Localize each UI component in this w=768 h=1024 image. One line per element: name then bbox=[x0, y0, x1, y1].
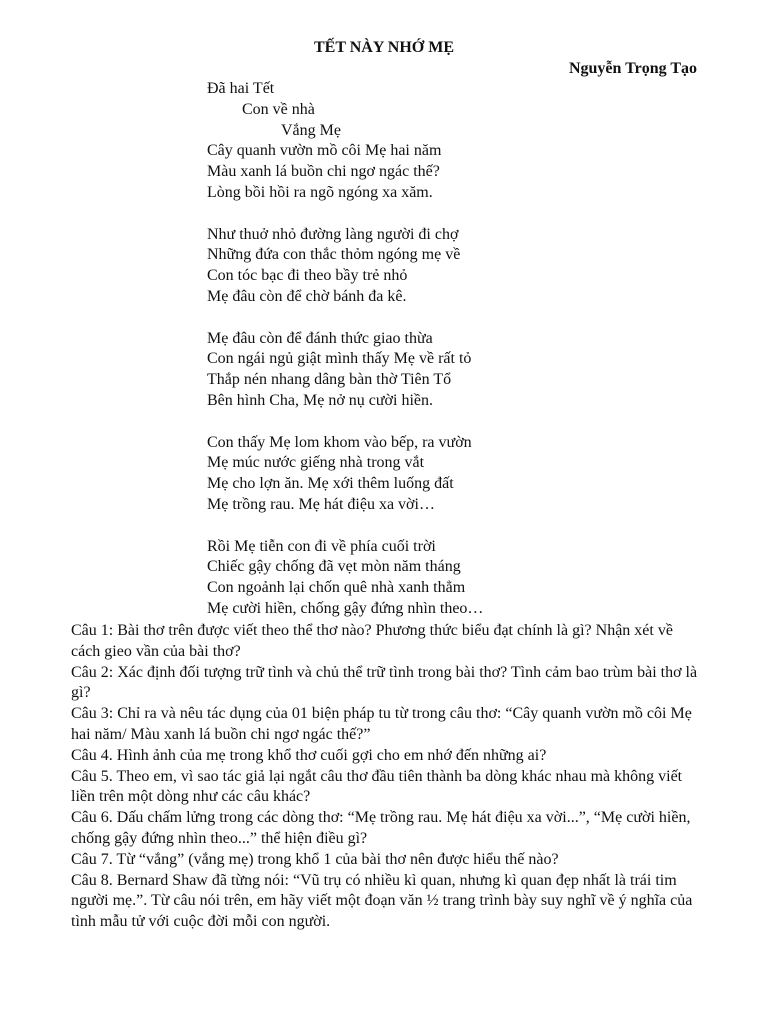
poem-line: Thắp nén nhang dâng bàn thờ Tiên Tổ bbox=[207, 371, 452, 389]
question-item: Câu 7. Từ “vắng” (vắng mẹ) trong khổ 1 của bài thơ nên được hiểu thế nào? bbox=[71, 850, 559, 868]
poem-line: Bên hình Cha, Mẹ nở nụ cười hiền. bbox=[207, 391, 434, 409]
question-item: Câu 5. Theo em, vì sao tác giả lại ngắt câu thơ đầu tiên thành ba dòng khác nhau mà không viết liền trên một dòng như các câu khác? bbox=[71, 767, 683, 806]
stanza-2 bbox=[207, 225, 727, 308]
poem-line: Mẹ trồng rau. Mẹ hát điệu xa vời… bbox=[207, 495, 435, 513]
question-item: Câu 3: Chỉ ra và nêu tác dụng của 01 biện pháp tu từ trong câu thơ: “Cây quanh vườn mồ côi Mẹ hai năm/ Màu xanh lá buồn chi ngơ ngác thế?” bbox=[71, 705, 692, 743]
poem-line: Con ngái ngủ giật mình thấy Mẹ về rất tỏ bbox=[207, 350, 472, 368]
question-item: Câu 6. Dấu chấm lửng trong các dòng thơ: “Mẹ trồng rau. Mẹ hát điệu xa vời...”, “Mẹ cười hiền, chống gậy đứng nhìn theo...” thể hiện điều gì? bbox=[71, 809, 691, 847]
poem-line: Rồi Mẹ tiễn con đi về phía cuối trời bbox=[207, 537, 436, 555]
poem-line: Cây quanh vườn mồ côi Mẹ hai năm bbox=[207, 142, 442, 160]
poem-line: Con thấy Mẹ lom khom vào bếp, ra vườn bbox=[207, 433, 472, 451]
stanza-5 bbox=[207, 537, 727, 620]
poem-line: Con về nhà bbox=[242, 100, 315, 118]
poem-line: Mẹ cười hiền, chống gậy đứng nhìn theo… bbox=[207, 599, 484, 617]
poem-line: Đã hai Tết bbox=[207, 80, 275, 97]
question-item: Câu 2: Xác định đối tượng trữ tình và chủ thể trữ tình trong bài thơ? Tình cảm bao trùm bài thơ là gì? bbox=[71, 663, 698, 702]
poem-line: Mẹ múc nước giếng nhà trong vắt bbox=[207, 454, 425, 472]
poem-line: Như thuở nhỏ đường làng người đi chợ bbox=[207, 225, 459, 243]
poem-line: Mẹ cho lợn ăn. Mẹ xới thêm luống đất bbox=[207, 475, 454, 493]
question-item: Câu 1: Bài thơ trên được viết theo thể thơ nào? Phương thức biểu đạt chính là gì? Nhận xét về cách gieo vần của bài thơ? bbox=[71, 622, 673, 660]
poem-line: Lòng bồi hồi ra ngõ ngóng xa xăm. bbox=[207, 183, 433, 201]
question-item: Câu 4. Hình ảnh của mẹ trong khổ thơ cuối gợi cho em nhớ đến những ai? bbox=[71, 746, 547, 764]
poem-line: Màu xanh lá buồn chi ngơ ngác thế? bbox=[207, 163, 440, 181]
poem-author: Nguyễn Trọng Tạo bbox=[568, 60, 697, 77]
stanza-4 bbox=[207, 433, 727, 516]
question-item: Câu 8. Bernard Shaw đã từng nói: “Vũ trụ có nhiều kì quan, nhưng kì quan đẹp nhất là trái tim người mẹ.”. Từ câu nói trên, em hãy viết một đoạn văn ½ trang trình bày suy nghĩ về ý nghĩa của tình mẫu tử với cuộc đời mỗi con người. bbox=[71, 871, 693, 931]
question-list bbox=[71, 621, 701, 933]
poem-line: Chiếc gậy chống đã vẹt mòn năm tháng bbox=[207, 558, 461, 576]
poem-line: Con tóc bạc đi theo bầy trẻ nhỏ bbox=[207, 267, 408, 285]
poem-body bbox=[207, 79, 727, 620]
stanza-1 bbox=[207, 79, 727, 204]
stanza-3 bbox=[207, 329, 727, 412]
poem-line: Những đứa con thắc thỏm ngóng mẹ về bbox=[207, 246, 461, 264]
poem-title: TẾT NÀY NHỚ MẸ bbox=[313, 39, 454, 56]
poem-line: Mẹ đâu còn để đánh thức giao thừa bbox=[207, 329, 433, 347]
poem-line: Con ngoảnh lại chốn quê nhà xanh thẳm bbox=[207, 579, 466, 597]
poem-line: Vắng Mẹ bbox=[281, 121, 341, 139]
poem-line: Mẹ đâu còn để chờ bánh đa kê. bbox=[207, 287, 407, 305]
